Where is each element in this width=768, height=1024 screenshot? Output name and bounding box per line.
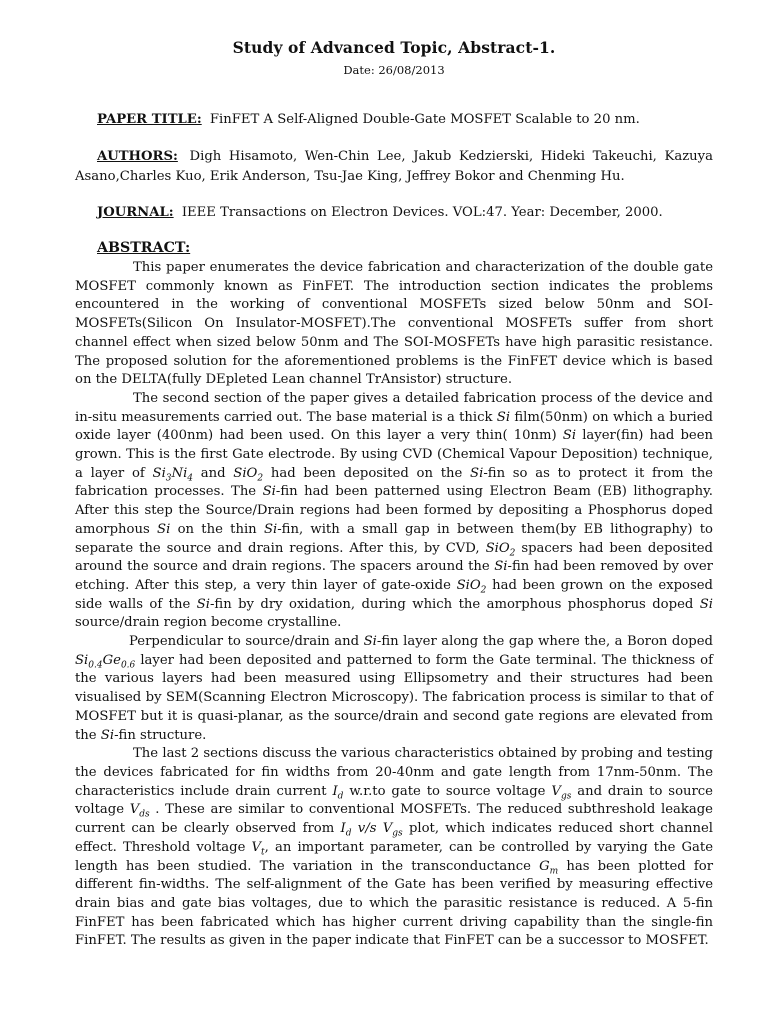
paper-title-line bbox=[75, 110, 713, 130]
authors-block bbox=[75, 147, 713, 186]
abstract-paragraph-2: The second section of the paper gives a detailed fabrication process of the device and in-situ measurements carried out. The base material is a thick Si film(50nm) on which a buried oxide layer (400nm) had been used. On this layer a very thin( 10nm) Si layer(fin) had been grown. This is the first Gate electrode. By using CVD (Chemical Vapour Deposition) technique, a layer of $Si_3Ni_4$ and SiO$_2$ had been deposited on the Si-fin so as to protect it from the fabrication processes. The Si-fin had been patterned using Electron Beam (EB) lithography. After this step the Source/Drain regions had been formed by depositing a Phosphorus doped amorphous Si on the thin Si-fin, with a small gap in between them(by EB lithography) to separate the source and drain regions. After this, by CVD, SiO$_2$ spacers had been deposited around the source and drain regions. The spacers around the Si-fin had been removed by over etching. After this step, a very thin layer of gate-oxide SiO$_2$ had been grown on the exposed side walls of the Si-fin by dry oxidation, during which the amorphous phosphorus doped Si source/drain region become crystalline. bbox=[75, 390, 714, 631]
document-date: Date: 26/08/2013 bbox=[343, 63, 445, 77]
abstract-heading: ABSTRACT: bbox=[97, 240, 191, 256]
paper-title-value: FinFET A Self-Aligned Double-Gate MOSFET Scalable to 20 nm. bbox=[209, 112, 640, 127]
abstract-body bbox=[75, 259, 713, 951]
paper-title-label: PAPER TITLE: bbox=[97, 112, 202, 127]
document-title: Study of Advanced Topic, Abstract-1. bbox=[232, 38, 556, 57]
authors-value: Digh Hisamoto, Wen-Chin Lee, Jakub Kedzierski, Hideki Takeuchi, Kazuya Asano,Charles Kuo, Erik Anderson, Tsu-Jae King, Jeffrey Bokor and Chenming Hu. bbox=[75, 149, 713, 184]
abstract-paragraph-1: This paper enumerates the device fabrication and characterization of the double gate MOSFET commonly known as FinFET. The introduction section indicates the problems encountered in the working of conventional MOSFETs sized below 50nm and SOI-MOSFETs(Silicon On Insulator-MOSFET).The conventional MOSFETs suffer from short channel effect when sized below 50nm and The SOI-MOSFETs have high parasitic resistance. The proposed solution for the aforementioned problems is the FinFET device which is based on the DELTA(fully DEpleted Lean channel TrAnsistor) structure. bbox=[75, 260, 713, 388]
authors-label: AUTHORS: bbox=[97, 149, 178, 164]
journal-value: IEEE Transactions on Electron Devices. VOL:47. Year: December, 2000. bbox=[181, 205, 663, 220]
journal-label: JOURNAL: bbox=[97, 205, 174, 220]
abstract-paragraph-3: Perpendicular to source/drain and Si-fin layer along the gap where the, a Boron doped $Si_{0.4}Ge_{0.6}$ layer had been deposited and patterned to form the Gate terminal. The thickness of the various layers had been measured using Ellipsometry and their structures had been visualised by SEM(Scanning Electron Microscopy). The fabrication process is similar to that of MOSFET but it is quasi-planar, as the source/drain and second gate regions are elevated from the Si-fin structure. bbox=[75, 634, 713, 743]
journal-line bbox=[75, 203, 713, 223]
abstract-paragraph-4: The last 2 sections discuss the various characteristics obtained by probing and testing the devices fabricated for fin widths from 20-40nm and gate length from 17nm-50nm. The characteristics include drain current $I_d$ w.r.to gate to source voltage $V_{gs}$ and drain to source voltage $V_{ds}$ . These are similar to conventional MOSFETs. The reduced subthreshold leakage current can be clearly observed from $I_d$ v/s $V_{gs}$ plot, which indicates reduced short channel effect. Threshold voltage $V_t$, an important parameter, can be controlled by varying the Gate length has been studied. The variation in the transconductance $G_m$ has been plotted for different fin-widths. The self-alignment of the Gate has been verified by measuring effective drain bias and gate bias voltages, due to which the parasitic resistance is reduced. A 5-fin FinFET has been fabricated which has higher current driving capability than the single-fin FinFET. The results as given in the paper indicate that FinFET can be a successor to MOSFET. bbox=[75, 746, 713, 949]
